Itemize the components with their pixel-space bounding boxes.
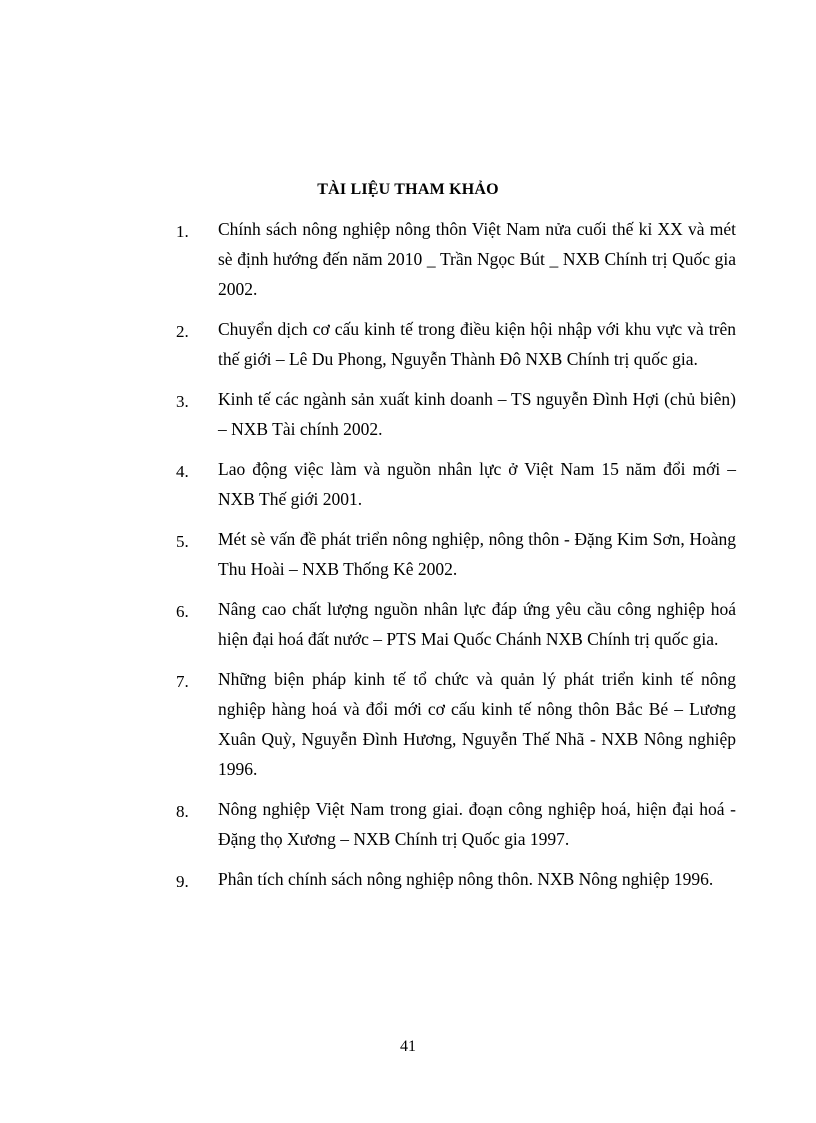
reference-item [176, 594, 736, 654]
reference-list [176, 214, 736, 907]
reference-text: Lao động việc làm và nguồn nhân lực ở Việt Nam 15 năm đổi mới – NXB Thế giới 2001. [218, 459, 736, 509]
reference-text: Phân tích chính sách nông nghiệp nông thôn. NXB Nông nghiệp 1996. [218, 869, 714, 889]
reference-number: 9. [176, 872, 189, 891]
page-number: 41 [400, 1038, 416, 1055]
reference-item [176, 384, 736, 444]
reference-text: Nông nghiệp Việt Nam trong giai. đoạn công nghiệp hoá, hiện đại hoá - Đặng thọ Xương – NXB Chính trị Quốc gia 1997. [218, 799, 736, 849]
reference-item [176, 864, 736, 897]
reference-number: 1. [176, 222, 189, 241]
reference-text: Chính sách nông nghiệp nông thôn Việt Nam nửa cuối thế kỉ XX và mét sè định hướng đến năm 2010 _ Trần Ngọc Bút _ NXB Chính trị Quốc gia 2002. [218, 219, 736, 299]
reference-number: 6. [176, 602, 189, 621]
reference-number: 3. [176, 392, 189, 411]
reference-item [176, 794, 736, 854]
reference-number: 5. [176, 532, 189, 551]
reference-number: 4. [176, 462, 189, 481]
reference-text: Kinh tế các ngành sản xuất kinh doanh – TS nguyễn Đình Hợi (chủ biên) – NXB Tài chính 2002. [218, 389, 736, 439]
reference-item [176, 214, 736, 304]
reference-item [176, 524, 736, 584]
reference-item [176, 314, 736, 374]
reference-text: Chuyển dịch cơ cấu kinh tế trong điều kiện hội nhập với khu vực và trên thế giới – Lê Du Phong, Nguyễn Thành Đô NXB Chính trị quốc gia. [218, 319, 736, 369]
reference-number: 7. [176, 672, 189, 691]
reference-number: 2. [176, 322, 189, 341]
reference-text: Mét sè vấn đề phát triển nông nghiệp, nông thôn - Đặng Kim Sơn, Hoàng Thu Hoài – NXB Thống Kê 2002. [218, 529, 736, 579]
reference-number: 8. [176, 802, 189, 821]
reference-text: Những biện pháp kinh tế tổ chức và quản lý phát triển kinh tế nông nghiệp hàng hoá và đổi mới cơ cấu kinh tế nông thôn Bắc Bé – Lương Xuân Quỳ, Nguyễn Đình Hương, Nguyễn Thế Nhã - NXB Nông nghiệp 1996. [218, 669, 736, 779]
reference-item [176, 454, 736, 514]
reference-item [176, 664, 736, 784]
page-title: TÀI LIỆU THAM KHẢO [317, 181, 499, 198]
reference-text: Nâng cao chất lượng nguồn nhân lực đáp ứng yêu cầu công nghiệp hoá hiện đại hoá đất nước – PTS Mai Quốc Chánh NXB Chính trị quốc gia. [218, 599, 736, 649]
